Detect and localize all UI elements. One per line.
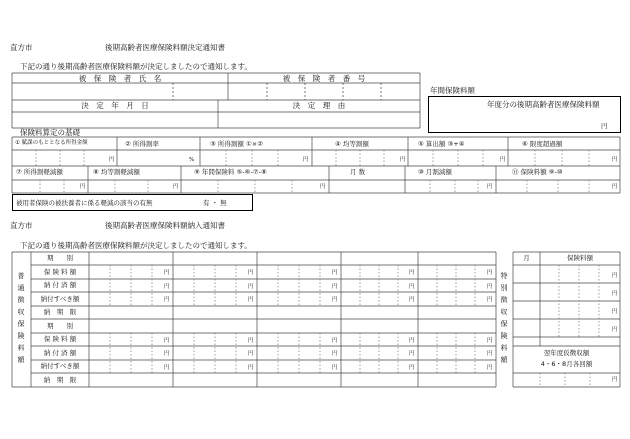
row-label: 納 付 済 額	[43, 281, 77, 289]
yen-label: 円	[487, 270, 493, 276]
percent-label: %	[189, 157, 195, 163]
doc2-title: 後期高齢者医療保険料額納入通知書	[105, 221, 225, 230]
yen-label: 円	[332, 270, 338, 276]
yen-label: 円	[612, 327, 618, 333]
special-collection-vertical-label: 特別徴収保険料額	[500, 272, 508, 364]
yen-label: 円	[248, 351, 254, 357]
dependent-value: 有 ・ 無	[203, 199, 227, 207]
basis-header-8: ⑧ 均等割軽減額	[93, 168, 140, 176]
doc1-city: 直方市	[10, 43, 33, 52]
yen-label: 円	[109, 157, 115, 163]
insured-number-header: 被 保 険 者 番 号	[282, 74, 366, 83]
basis-header-5: ⑤ 算出額 ③+④	[418, 140, 465, 148]
yen-label: 円	[409, 270, 415, 276]
ordinary-collection-vertical-label: 普通徴収保険料額	[17, 272, 25, 364]
yen-label: 円	[164, 365, 170, 371]
basis-header-2: ② 所得割率	[125, 140, 159, 148]
doc1-intro: 下記の通り後期高齢者医療保険料額が決定しましたので通知します。	[20, 62, 252, 71]
yen-label: 円	[487, 284, 493, 290]
row-label: 納付すべき額	[40, 362, 80, 370]
basis-header-11: ⑪ 保険料額 ⑨-⑩	[512, 168, 563, 176]
yen-label: 円	[164, 338, 170, 344]
row-label: 納 期 限	[43, 308, 77, 316]
yen-label: 円	[487, 351, 493, 357]
row-label: 期 別	[47, 254, 73, 262]
yen-label: 円	[332, 338, 338, 344]
yen-label: 円	[332, 284, 338, 290]
yen-label: 円	[612, 309, 618, 315]
doc2-intro: 下記の通り後期高齢者医療保険料額が決定しましたので通知します。	[20, 241, 252, 250]
yen-label: 円	[487, 338, 493, 344]
yen-label: 円	[601, 122, 608, 130]
row-label: 納付すべき額	[40, 295, 80, 303]
doc1-title: 後期高齢者医療保険料額決定通知書	[105, 43, 225, 52]
basis-header-3: ③ 所得割額 ①×②	[210, 140, 264, 148]
yen-label: 円	[409, 365, 415, 371]
annual-box-title: 年度分の後期高齢者医療保険料額	[487, 100, 600, 109]
yen-label: 円	[173, 184, 179, 190]
decision-reason-header: 決 定 理 由	[292, 101, 346, 110]
dependent-reduction-box	[12, 194, 253, 211]
yen-label: 円	[332, 297, 338, 303]
yen-label: 円	[332, 351, 338, 357]
yen-label: 円	[409, 338, 415, 344]
basis-header-6: ⑥ 限度超過額	[522, 140, 563, 148]
yen-label: 円	[248, 284, 254, 290]
yen-label: 円	[303, 157, 309, 163]
special-month-header: 月	[523, 254, 530, 262]
yen-label: 円	[500, 157, 506, 163]
decision-date-header: 決 定 年 月 日	[81, 101, 149, 110]
row-label: 期 別	[47, 322, 73, 330]
yen-label: 円	[612, 157, 618, 163]
yen-label: 円	[164, 270, 170, 276]
yen-label: 円	[248, 270, 254, 276]
yen-label: 円	[248, 365, 254, 371]
yen-label: 円	[409, 351, 415, 357]
annual-premium-box	[428, 96, 621, 133]
yen-label: 円	[612, 377, 618, 383]
annual-premium-label: 年間保険料額	[430, 86, 475, 95]
basis-title: 保険料算定の基礎	[20, 128, 80, 137]
yen-label: 円	[332, 365, 338, 371]
basis-header-4: ④ 均等割額	[335, 140, 369, 148]
basis-header-9: ⑨ 年間保険料 ⑤-⑥-⑦-⑧	[194, 168, 267, 176]
row-label: 納 付 済 額	[43, 349, 77, 357]
yen-label: 円	[487, 365, 493, 371]
row-label: 納 期 限	[43, 376, 77, 384]
insured-name-header: 被 保 険 者 氏 名	[78, 74, 162, 83]
provisional-label: 翌年度仮徴収額	[543, 349, 590, 357]
yen-label: 円	[612, 273, 618, 279]
basis-header-months: 月 数	[350, 168, 366, 176]
basis-header-7: ⑦ 所得割軽減額	[16, 168, 63, 176]
basis-header-10: ⑩ 月割減額	[418, 168, 452, 176]
yen-label: 円	[400, 157, 406, 163]
yen-label: 円	[164, 297, 170, 303]
yen-label: 円	[164, 351, 170, 357]
yen-label: 円	[80, 184, 86, 190]
yen-label: 円	[248, 338, 254, 344]
yen-label: 円	[612, 184, 618, 190]
provisional-months: 4・6・8月各回額	[540, 360, 593, 368]
yen-label: 円	[164, 284, 170, 290]
yen-label: 円	[612, 291, 618, 297]
yen-label: 円	[487, 184, 493, 190]
basis-header-1: ① 賦課のもととなる所得金額	[15, 140, 88, 146]
special-amount-header: 保険料額	[567, 254, 593, 262]
yen-label: 円	[248, 297, 254, 303]
yen-label: 円	[320, 184, 326, 190]
yen-label: 円	[409, 284, 415, 290]
dependent-label: 被用者保険の被扶養者に係る軽減の該当の有無	[16, 199, 153, 207]
yen-label: 円	[409, 297, 415, 303]
yen-label: 円	[487, 297, 493, 303]
row-label: 保 険 料 額	[43, 335, 77, 343]
doc2-city: 直方市	[10, 221, 33, 230]
row-label: 保 険 料 額	[43, 268, 77, 276]
